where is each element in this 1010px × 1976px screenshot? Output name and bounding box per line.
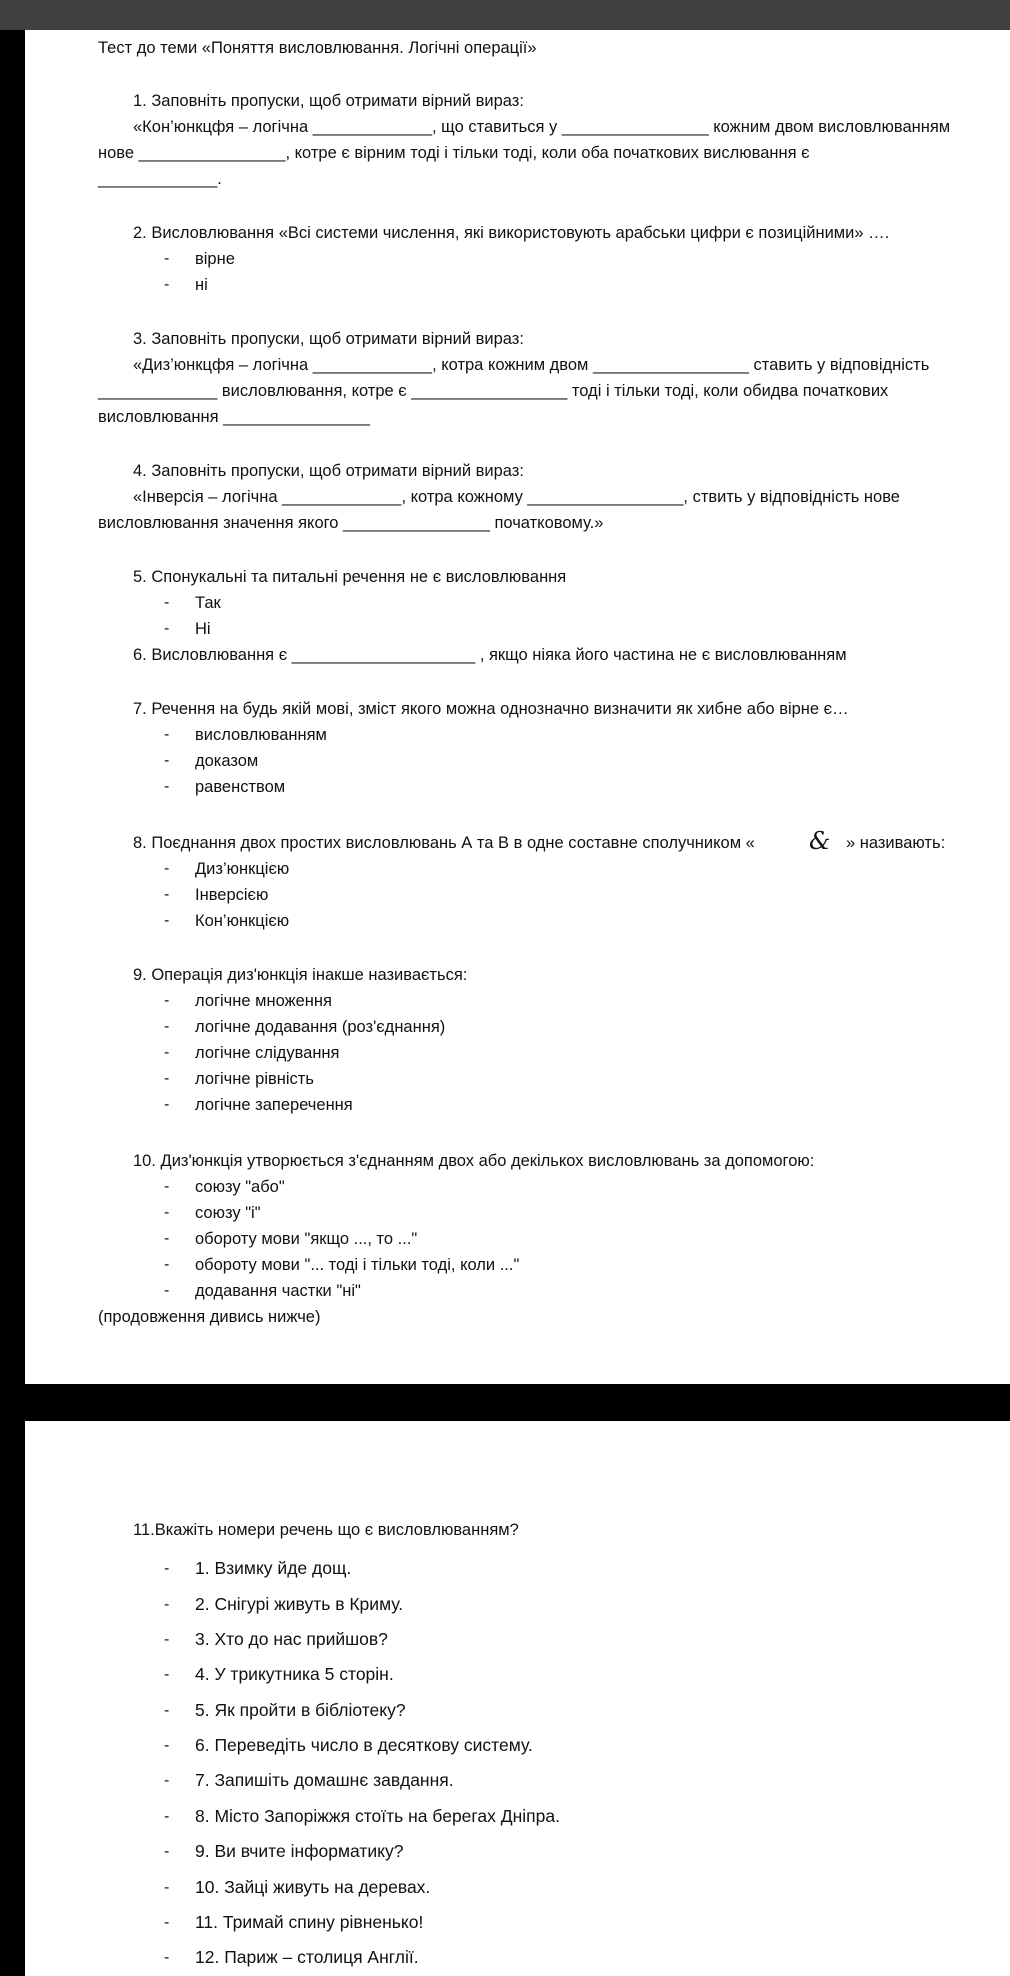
list-bullet: -	[164, 1879, 170, 1896]
list-bullet: -	[164, 1018, 170, 1035]
q5-option-2: Ні	[195, 620, 211, 638]
q11-option-5: 5. Як пройти в бібліотеку?	[195, 1700, 406, 1720]
q9-option-5: логічне заперечення	[195, 1096, 353, 1114]
list-bullet: -	[164, 594, 170, 611]
q10-option-1: союзу "або"	[195, 1178, 285, 1196]
list-bullet: -	[164, 992, 170, 1009]
q8-option-3: Кон’юнкцією	[195, 912, 290, 930]
list-bullet: -	[164, 1070, 170, 1087]
q11-option-7: 7. Запишіть домашнє завдання.	[195, 1770, 454, 1790]
list-bullet: -	[164, 1204, 170, 1221]
q1-heading: 1. Заповніть пропуски, щоб отримати вірний вираз:	[133, 92, 524, 110]
q11-option-10: 10. Зайці живуть на деревах.	[195, 1877, 431, 1897]
list-bullet: -	[164, 752, 170, 769]
q11-option-8: 8. Місто Запоріжжя стоїть на берегах Дніпра.	[195, 1806, 560, 1826]
q2-option-2: ні	[195, 276, 208, 294]
q9-option-3: логічне слідування	[195, 1044, 340, 1062]
q10-option-5: додавання частки "ні"	[195, 1282, 361, 1300]
q11-option-11: 11. Тримай спину рівненько!	[195, 1912, 424, 1932]
q11-heading: 11.Вкажіть номери речень що є висловлюванням?	[133, 1521, 519, 1539]
q10-option-3: обороту мови "якщо ..., то ..."	[195, 1230, 418, 1248]
list-bullet: -	[164, 620, 170, 637]
q9-heading: 9. Операція диз'юнкція інакше називається:	[133, 966, 468, 984]
q8-option-1: Диз’юнкцією	[195, 860, 290, 878]
list-bullet: -	[164, 778, 170, 795]
q8-heading-end: » називають:	[846, 834, 946, 852]
list-bullet: -	[164, 1096, 170, 1113]
page-1	[25, 30, 1010, 1384]
q9-option-1: логічне множення	[195, 992, 332, 1010]
q7-option-1: висловлюванням	[195, 726, 327, 744]
q11-option-4: 4. У трикутника 5 сторін.	[195, 1664, 394, 1684]
list-bullet: -	[164, 1949, 170, 1966]
list-bullet: -	[164, 1256, 170, 1273]
q3-line-2: _____________ висловлювання, котре є _________________ тоді і тільки тоді, коли обидва початкових	[98, 382, 889, 400]
list-bullet: -	[164, 886, 170, 903]
q6-heading: 6. Висловлювання є ____________________ , якщо ніяка його частина не є висловлюванням	[133, 646, 847, 664]
q11-option-3: 3. Хто до нас прийшов?	[195, 1629, 388, 1649]
q11-option-1: 1. Взимку йде дощ.	[195, 1558, 352, 1578]
q4-heading: 4. Заповніть пропуски, щоб отримати вірний вираз:	[133, 462, 524, 480]
list-bullet: -	[164, 1666, 170, 1683]
q5-option-1: Так	[195, 594, 221, 612]
q3-heading: 3. Заповніть пропуски, щоб отримати вірний вираз:	[133, 330, 524, 348]
q9-option-4: логічне рівність	[195, 1070, 314, 1088]
list-bullet: -	[164, 1044, 170, 1061]
q4-line-2: висловлювання значення якого ________________ початковому.»	[98, 514, 604, 532]
q1-line-3: _____________.	[98, 170, 222, 188]
list-bullet: -	[164, 1282, 170, 1299]
q3-line-1: «Диз’юнкцфя – логічна _____________, котра кожним двом _________________ ставить у відповідність	[133, 356, 930, 374]
q8-option-2: Інверсією	[195, 886, 269, 904]
q1-line-2: нове ________________, котре є вірним тоді і тільки тоді, коли оба початкових вислювання є	[98, 144, 810, 162]
q11-option-2: 2. Снігурі живуть в Криму.	[195, 1594, 404, 1614]
list-bullet: -	[164, 860, 170, 877]
q3-line-3: висловлювання ________________	[98, 408, 370, 426]
list-bullet: -	[164, 1596, 170, 1613]
q11-option-6: 6. Переведіть число в десяткову систему.	[195, 1735, 533, 1755]
q7-heading: 7. Речення на будь якій мові, зміст якого можна однозначно визначити як хибне або вірне є…	[133, 700, 849, 718]
q10-option-2: союзу "і"	[195, 1204, 261, 1222]
list-bullet: -	[164, 1178, 170, 1195]
list-bullet: -	[164, 1737, 170, 1754]
list-bullet: -	[164, 1843, 170, 1860]
list-bullet: -	[164, 1772, 170, 1789]
q11-option-9: 9. Ви вчите інформатику?	[195, 1841, 404, 1861]
q2-heading: 2. Висловлювання «Всі системи числення, які використовують арабськи цифри є позиційними» ….	[133, 224, 890, 242]
q2-option-1: вірне	[195, 250, 235, 268]
q7-option-2: доказом	[195, 752, 259, 770]
list-bullet: -	[164, 1914, 170, 1931]
q4-line-1: «Інверсія – логічна _____________, котра кожному _________________, ствить у відповідність нове	[133, 488, 900, 506]
list-bullet: -	[164, 1631, 170, 1648]
q10-heading: 10. Диз'юнкція утворюється з'єднанням двох або декількох висловлювань за допомогою:	[133, 1152, 815, 1170]
document-title: Тест до теми «Поняття висловлювання. Логічні операції»	[98, 39, 537, 57]
list-bullet: -	[164, 1702, 170, 1719]
list-bullet: -	[164, 1808, 170, 1825]
q9-option-2: логічне додавання (роз'єднання)	[195, 1018, 446, 1036]
list-bullet: -	[164, 912, 170, 929]
window-top-bar	[0, 0, 1010, 30]
q11-option-12: 12. Париж – столиця Англії.	[195, 1947, 419, 1967]
q8-heading-start: 8. Поєднання двох простих висловлювань А та В в одне составне сполучником «	[133, 834, 755, 852]
list-bullet: -	[164, 250, 170, 267]
q10-option-4: обороту мови "... тоді і тільки тоді, коли ..."	[195, 1256, 520, 1274]
q5-heading: 5. Спонукальні та питальні речення не є висловлювання	[133, 568, 567, 586]
page-2	[25, 1421, 1010, 1976]
q1-line-1: «Кон’юнкцфя – логічна _____________, що ставиться у ________________ кожним двом висловлюванням	[133, 118, 951, 136]
ampersand-symbol: &	[809, 827, 831, 855]
continuation-note: (продовження дивись нижче)	[98, 1308, 321, 1326]
list-bullet: -	[164, 1230, 170, 1247]
list-bullet: -	[164, 1560, 170, 1577]
q7-option-3: равенством	[195, 778, 286, 796]
list-bullet: -	[164, 726, 170, 743]
list-bullet: -	[164, 276, 170, 293]
